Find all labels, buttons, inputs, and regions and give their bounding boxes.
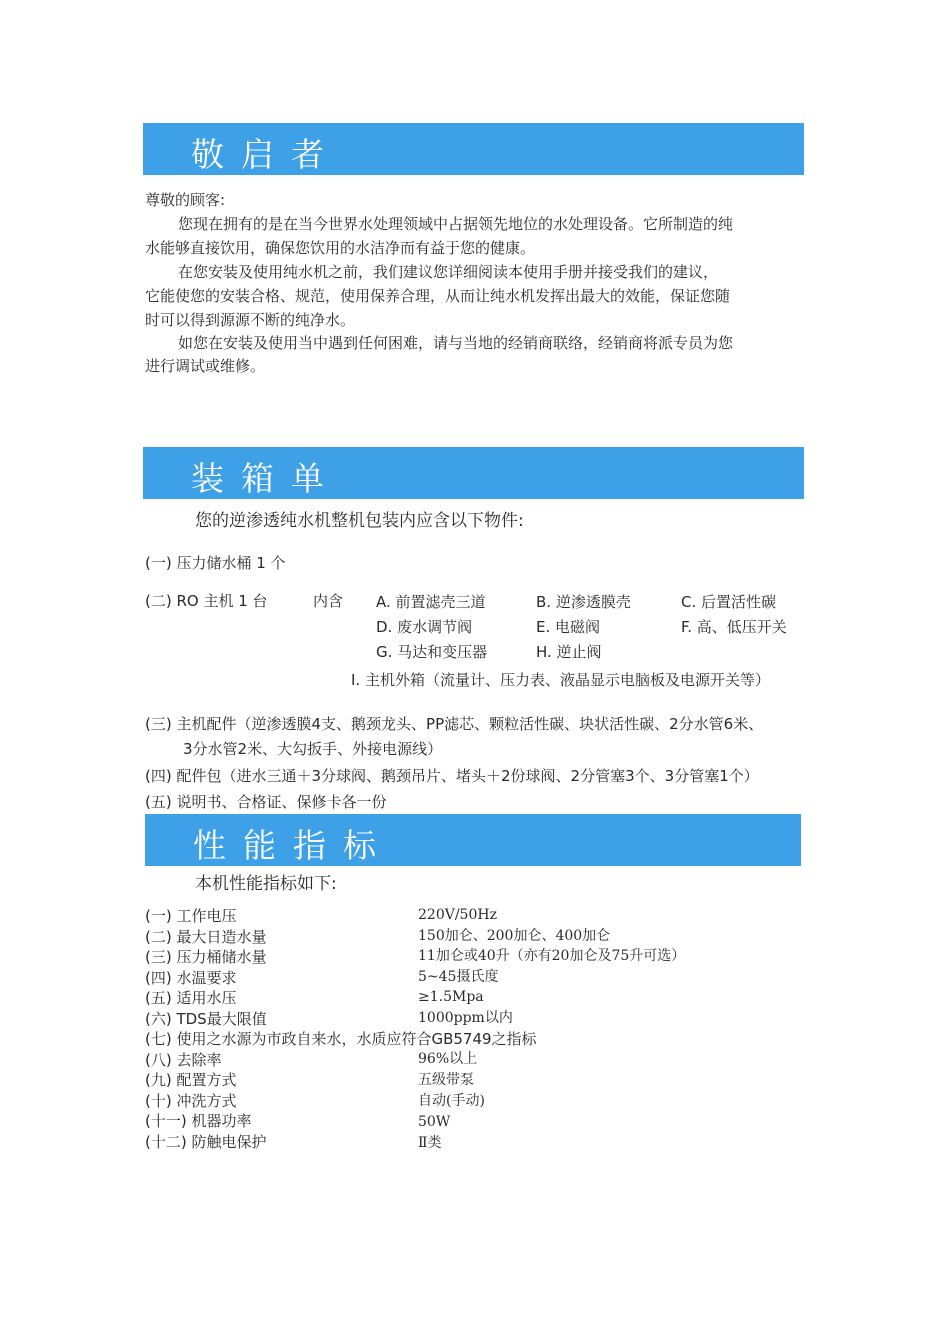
spec-value: 自动(手动) bbox=[418, 1093, 485, 1109]
spec-value: ≥1.5Mpa bbox=[418, 989, 484, 1005]
paragraph-3-line-1: 如您在安装及使用当中遇到任何困难，请与当地的经销商联络，经销商将派专员为您 bbox=[178, 334, 734, 352]
part-c: C. 后置活性碳 bbox=[681, 593, 777, 611]
section-title-specifications: 性能指标 bbox=[193, 826, 393, 865]
packing-item-3-line-2: 3分水管2米、大勾扳手、外接电源线） bbox=[183, 740, 443, 758]
section-banner-specifications bbox=[145, 814, 801, 866]
packing-item-4: (四) 配件包（进水三通＋3分球阀、鹅颈吊片、堵头＋2份球阀、2分管塞3个、3分管塞1个） bbox=[145, 767, 759, 785]
spec-label: (三) 压力桶储水量 bbox=[145, 948, 267, 966]
paragraph-2-line-2: 它能使您的安装合格、规范，使用保养合理，从而让纯水机发挥出最大的效能，保证您随 bbox=[145, 287, 731, 305]
paragraph-1-line-2: 水能够直接饮用，确保您饮用的水洁净而有益于您的健康。 bbox=[145, 239, 536, 257]
paragraph-2-line-3: 时可以得到源源不断的纯净水。 bbox=[145, 311, 356, 329]
packing-item-2-contains: 内含 bbox=[313, 592, 344, 610]
part-e: E. 电磁阀 bbox=[536, 618, 601, 636]
packing-item-1: (一) 压力储水桶 1 个 bbox=[145, 554, 286, 572]
spec-label: (六) TDS最大限值 bbox=[145, 1010, 267, 1028]
spec-label: (九) 配置方式 bbox=[145, 1071, 237, 1089]
spec-value: 五级带泵 bbox=[418, 1072, 474, 1088]
spec-intro: 本机性能指标如下: bbox=[195, 874, 337, 894]
paragraph-2-line-1: 在您安装及使用纯水机之前，我们建议您详细阅读本使用手册并接受我们的建议， bbox=[178, 263, 719, 281]
packing-item-3-line-1: (三) 主机配件（逆渗透膜4支、鹅颈龙头、PP滤芯、颗粒活性碳、块状活性碳、2分水管6米、 bbox=[145, 715, 764, 733]
spec-label: (十) 冲洗方式 bbox=[145, 1092, 237, 1110]
section-banner-packing-list bbox=[143, 447, 804, 499]
spec-value: Ⅱ类 bbox=[418, 1135, 442, 1151]
packing-item-5: (五) 说明书、合格证、保修卡各一份 bbox=[145, 793, 387, 811]
packing-intro: 您的逆渗透纯水机整机包装内应含以下物件: bbox=[195, 511, 524, 531]
part-b: B. 逆渗透膜壳 bbox=[536, 593, 631, 611]
spec-value: 11加仑或40升（亦有20加仑及75升可选） bbox=[418, 948, 686, 964]
spec-label: (八) 去除率 bbox=[145, 1051, 222, 1069]
spec-label: (二) 最大日造水量 bbox=[145, 928, 267, 946]
spec-label: (七) 使用之水源为市政自来水，水质应符合GB5749之指标 bbox=[145, 1030, 537, 1048]
packing-item-2-label: (二) RO 主机 1 台 bbox=[145, 592, 268, 610]
spec-value: 5~45摄氏度 bbox=[418, 969, 499, 985]
section-banner-notice bbox=[143, 123, 804, 175]
part-h: H. 逆止阀 bbox=[536, 643, 602, 661]
part-i: I. 主机外箱（流量计、压力表、液晶显示电脑板及电源开关等） bbox=[351, 671, 770, 689]
spec-value: 1000ppm以内 bbox=[418, 1010, 513, 1026]
part-a: A. 前置滤壳三道 bbox=[376, 593, 486, 611]
spec-label: (五) 适用水压 bbox=[145, 989, 237, 1007]
part-g: G. 马达和变压器 bbox=[376, 643, 488, 661]
section-title-notice: 敬启者 bbox=[191, 135, 341, 174]
paragraph-3-line-2: 进行调试或维修。 bbox=[145, 357, 266, 375]
spec-value: 50W bbox=[418, 1114, 451, 1130]
section-title-packing-list: 装箱单 bbox=[191, 459, 341, 498]
spec-label: (一) 工作电压 bbox=[145, 907, 237, 925]
spec-label: (十一) 机器功率 bbox=[145, 1112, 252, 1130]
greeting: 尊敬的顾客: bbox=[145, 191, 226, 209]
spec-value: 96%以上 bbox=[418, 1051, 478, 1067]
spec-label: (十二) 防触电保护 bbox=[145, 1133, 267, 1151]
paragraph-1-line-1: 您现在拥有的是在当今世界水处理领域中占据领先地位的水处理设备。它所制造的纯 bbox=[178, 215, 734, 233]
spec-value: 150加仑、200加仑、400加仑 bbox=[418, 928, 611, 944]
part-d: D. 废水调节阀 bbox=[376, 618, 473, 636]
spec-label: (四) 水温要求 bbox=[145, 969, 237, 987]
spec-value: 220V/50Hz bbox=[418, 907, 497, 923]
part-f: F. 高、低压开关 bbox=[681, 618, 787, 636]
